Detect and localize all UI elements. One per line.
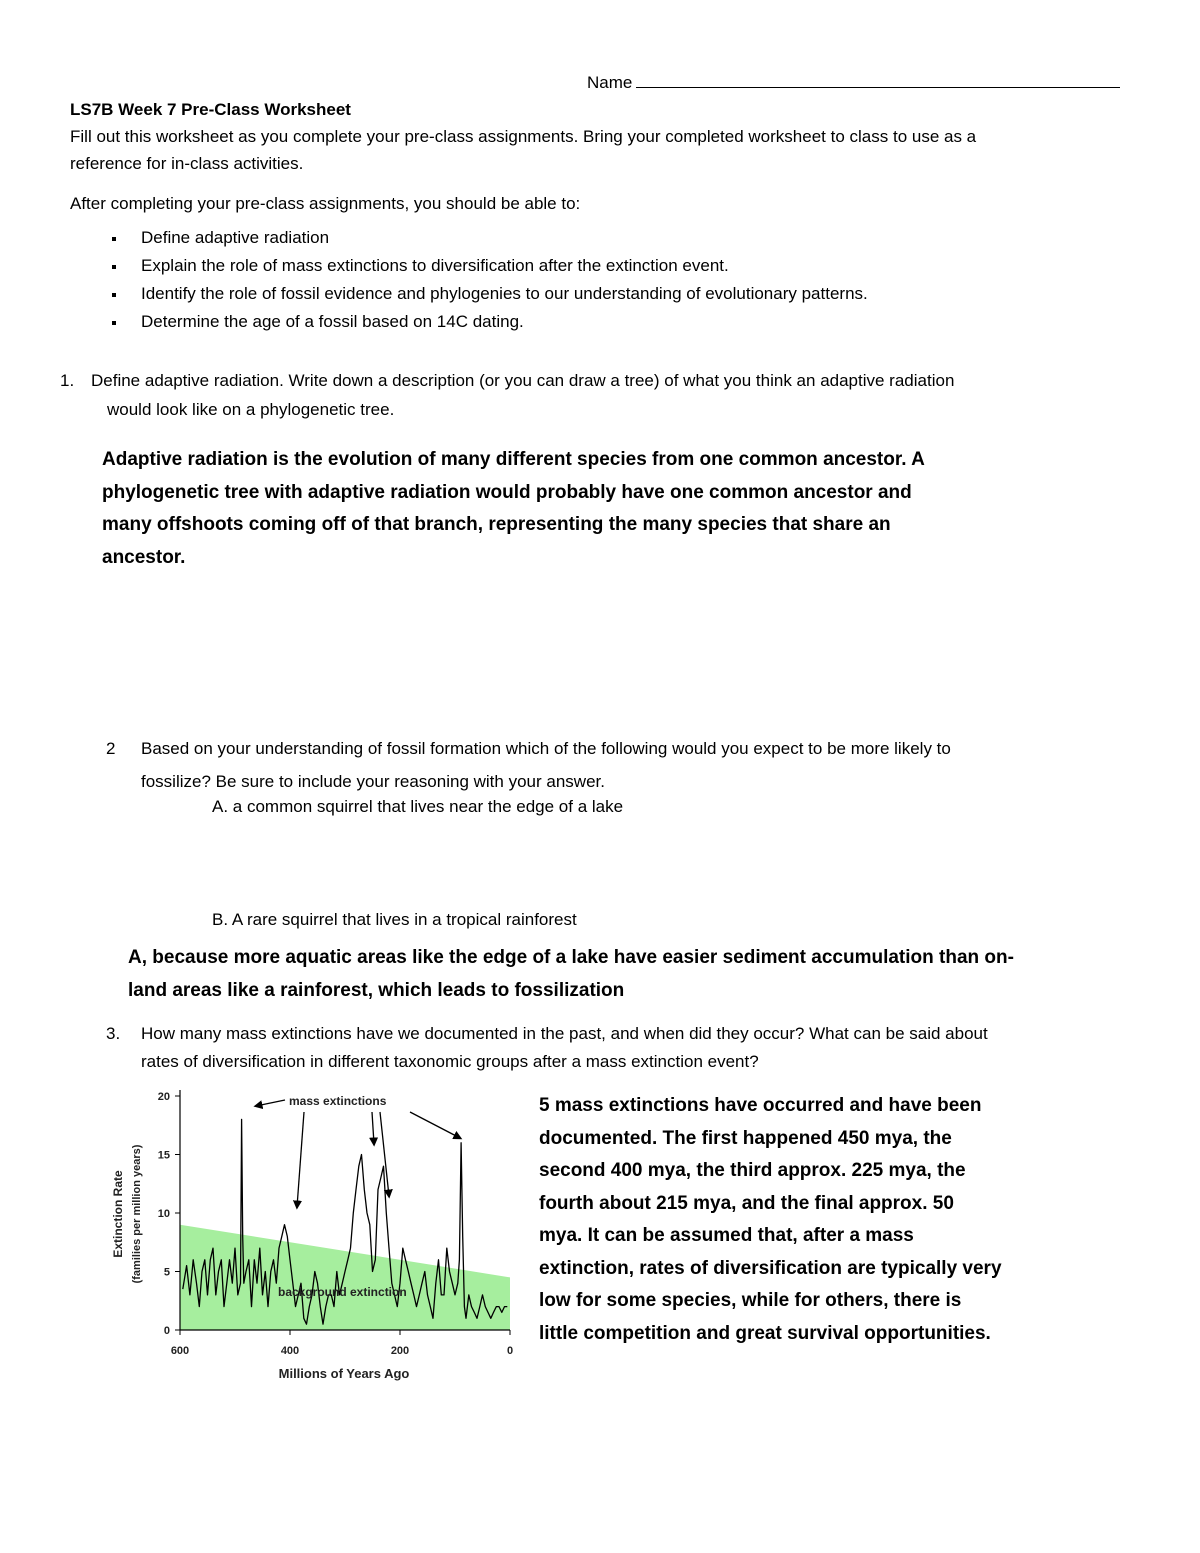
q3-answer-line: fourth about 215 mya, and the final approx. 50: [539, 1192, 954, 1214]
mass-extinction-arrow: [372, 1112, 374, 1144]
q2-answer-line: land areas like a rainforest, which leads to fossilization: [128, 979, 625, 1001]
y-axis-label: Extinction Rate: [111, 1170, 125, 1258]
q3-answer-line: documented. The first happened 450 mya, the: [539, 1127, 952, 1149]
mass-extinction-arrow: [297, 1112, 304, 1207]
q1-answer-line: many offshoots coming off of that branch, representing the many species that share an: [102, 514, 891, 535]
q2-prompt-line-2: fossilize? Be sure to include your reasoning with your answer.: [141, 772, 605, 791]
y-tick-label: 0: [163, 1325, 170, 1337]
objective-item: Explain the role of mass extinctions to diversification after the extinction event.: [112, 252, 868, 280]
intro-text-line-2: reference for in-class activities.: [70, 154, 304, 173]
q3-answer-line: little competition and great survival opportunities.: [539, 1322, 991, 1344]
q2-prompt-line-1: Based on your understanding of fossil formation which of the following would you expect to be more likely to: [141, 739, 951, 758]
q3-prompt-line-1: How many mass extinctions have we documented in the past, and when did they occur? What can be said about: [141, 1024, 988, 1043]
q2-number: 2: [106, 739, 116, 758]
y-tick-label: 20: [157, 1091, 170, 1103]
name-label: Name: [587, 73, 633, 92]
name-blank-line[interactable]: [636, 71, 1120, 88]
intro-text-line-1: Fill out this worksheet as you complete your pre-class assignments. Bring your completed worksheet to class to use as a: [70, 127, 977, 146]
y-tick-label: 5: [163, 1266, 170, 1279]
q2-answer: [128, 942, 1014, 1007]
background-extinction-annotation: background extinction: [278, 1285, 407, 1299]
q2-answer-line: A, because more aquatic areas like the edge of a lake have easier sediment accumulation than on-: [128, 947, 1014, 968]
q3-answer-line: extinction, rates of diversification are typically very: [539, 1257, 1002, 1279]
q3-answer-line: low for some species, while for others, there is: [539, 1290, 962, 1311]
q3-prompt-line-2: rates of diversification in different taxonomic groups after a mass extinction event?: [141, 1052, 759, 1071]
objectives-list: [112, 224, 868, 336]
mass-extinction-arrow: [410, 1112, 460, 1138]
worksheet-title: LS7B Week 7 Pre-Class Worksheet: [70, 100, 351, 119]
objective-item: Define adaptive radiation: [112, 224, 868, 252]
extinction-rate-chart: [98, 1082, 528, 1387]
q1-prompt-line-1: Define adaptive radiation. Write down a description (or you can draw a tree) of what you think an adaptive radiation: [91, 371, 955, 390]
name-field[interactable]: [587, 69, 1120, 97]
y-axis-label-units: (families per million years): [131, 1144, 143, 1284]
q1-answer-line: phylogenetic tree with adaptive radiation would probably have one common ancestor and: [102, 481, 912, 503]
q1-answer: [102, 444, 925, 574]
q3-answer-line: second 400 mya, the third approx. 225 mya, the: [539, 1160, 966, 1181]
y-tick-label: 10: [157, 1208, 170, 1220]
q1-answer-line: ancestor.: [102, 546, 186, 568]
mass-extinctions-annotation: mass extinctions: [289, 1094, 387, 1108]
q1-number: 1.: [60, 371, 75, 390]
y-tick-label: 15: [157, 1149, 170, 1162]
mass-extinction-arrow: [256, 1100, 285, 1106]
q3-number: 3.: [106, 1024, 121, 1043]
x-tick-label: 600: [170, 1345, 190, 1357]
q3-answer: [539, 1090, 1002, 1350]
objectives-intro: After completing your pre-class assignments, you should be able to:: [70, 194, 581, 213]
background-extinction-band: [180, 1225, 510, 1330]
x-tick-label: 0: [506, 1345, 514, 1357]
q1-prompt-line-2: would look like on a phylogenetic tree.: [107, 400, 395, 419]
q1-answer-line: Adaptive radiation is the evolution of many different species from one common ancestor. A: [102, 449, 925, 470]
q2-option-b: B. A rare squirrel that lives in a tropical rainforest: [212, 910, 577, 929]
x-tick-label: 200: [390, 1345, 410, 1357]
q3-answer-line: mya. It can be assumed that, after a mass: [539, 1225, 914, 1246]
objective-item: Determine the age of a fossil based on 14C dating.: [112, 308, 868, 336]
objective-item: Identify the role of fossil evidence and phylogenies to our understanding of evolutionary patterns.: [112, 280, 868, 308]
q2-option-a: A. a common squirrel that lives near the edge of a lake: [212, 797, 624, 816]
x-tick-label: 400: [280, 1345, 300, 1357]
q3-answer-line: 5 mass extinctions have occurred and have been: [539, 1095, 982, 1116]
x-axis-label: Millions of Years Ago: [278, 1366, 410, 1381]
